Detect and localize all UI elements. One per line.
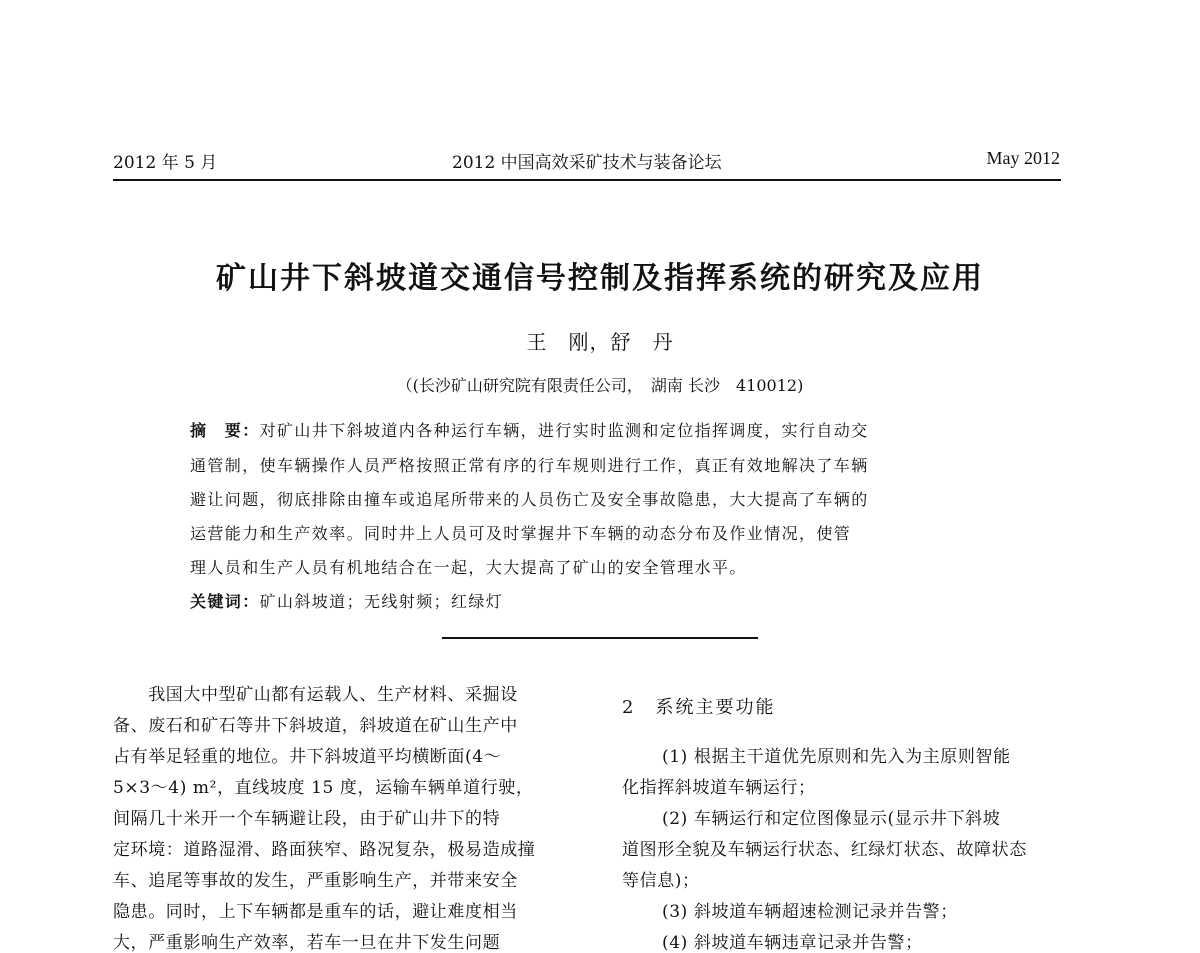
body-left-line: 定环境：道路湿滑、路面狭窄、路况复杂，极易造成撞 xyxy=(113,840,536,860)
body-left-line: 间隔几十米开一个车辆避让段，由于矿山井下的特 xyxy=(113,809,501,829)
body-left-line: 备、废石和矿石等井下斜坡道，斜坡道在矿山生产中 xyxy=(113,716,518,736)
body-left-line: 大，严重影响生产效率，若车一旦在井下发生问题 xyxy=(113,933,501,953)
header-rule xyxy=(113,179,1061,181)
body-right-line: (4) 斜坡道车辆违章记录并告警； xyxy=(662,933,923,953)
keywords-line xyxy=(190,589,503,612)
abstract-line: 避让问题，彻底排除由撞车或追尾所带来的人员伤亡及安全事故隐患，大大提高了车辆的 xyxy=(190,490,869,509)
body-right-line: 道图形全貌及车辆运行状态、红绿灯状态、故障状态 xyxy=(622,840,1027,860)
body-left-line: 5×3～4) m²，直线坡度 15 度，运输车辆单道行驶， xyxy=(113,778,534,798)
body-left-line: 隐患。同时，上下车辆都是重车的话，避让难度相当 xyxy=(113,902,518,922)
body-left-line: 占有举足轻重的地位。井下斜坡道平均横断面(4～ xyxy=(113,747,502,767)
header-date-en: May 2012 xyxy=(986,148,1060,168)
authors: 王 刚，舒 丹 xyxy=(526,330,674,354)
abstract-line: 通管制，使车辆操作人员严格按照正常有序的行车规则进行工作，真正有效地解决了车辆 xyxy=(190,456,869,475)
abstract-text: 对矿山井下斜坡道内各种运行车辆，进行实时监测和定位指挥调度，实行自动交 xyxy=(259,421,869,440)
body-right-line: (2) 车辆运行和定位图像显示(显示井下斜坡 xyxy=(662,809,1001,829)
paper-title: 矿山井下斜坡道交通信号控制及指挥系统的研究及应用 xyxy=(216,261,984,296)
abstract-line: 运营能力和生产效率。同时井上人员可及时掌握井下车辆的动态分布及作业情况，使管 xyxy=(190,524,852,543)
section-heading: 2 系统主要功能 xyxy=(622,697,776,718)
abstract-line xyxy=(190,418,869,441)
header-conference: 2012 中国高效采矿技术与装备论坛 xyxy=(452,153,722,173)
header-date: 2012 年 5 月 xyxy=(113,153,218,173)
abstract-line: 理人员和生产人员有机地结合在一起，大大提高了矿山的安全管理水平。 xyxy=(190,558,747,577)
body-right-line: (3) 斜坡道车辆超速检测记录并告警； xyxy=(662,902,958,922)
abstract-label: 摘 要： xyxy=(190,421,260,440)
body-right-line: 化指挥斜坡道车辆运行； xyxy=(622,778,816,798)
body-right-line: 等信息)； xyxy=(622,871,700,891)
body-left-line: 车、追尾等事故的发生，严重影响生产，并带来安全 xyxy=(113,871,518,891)
affiliation: （(长沙矿山研究院有限责任公司， 湖南 长沙 410012) xyxy=(396,376,804,395)
body-right-line: (1) 根据主干道优先原则和先入为主原则智能 xyxy=(662,747,1011,767)
keywords-text: 矿山斜坡道；无线射频；红绿灯 xyxy=(259,592,504,611)
keywords-label: 关键词： xyxy=(190,592,260,611)
abstract-rule xyxy=(442,637,758,639)
body-left-line: 我国大中型矿山都有运载人、生产材料、采掘设 xyxy=(113,685,518,705)
